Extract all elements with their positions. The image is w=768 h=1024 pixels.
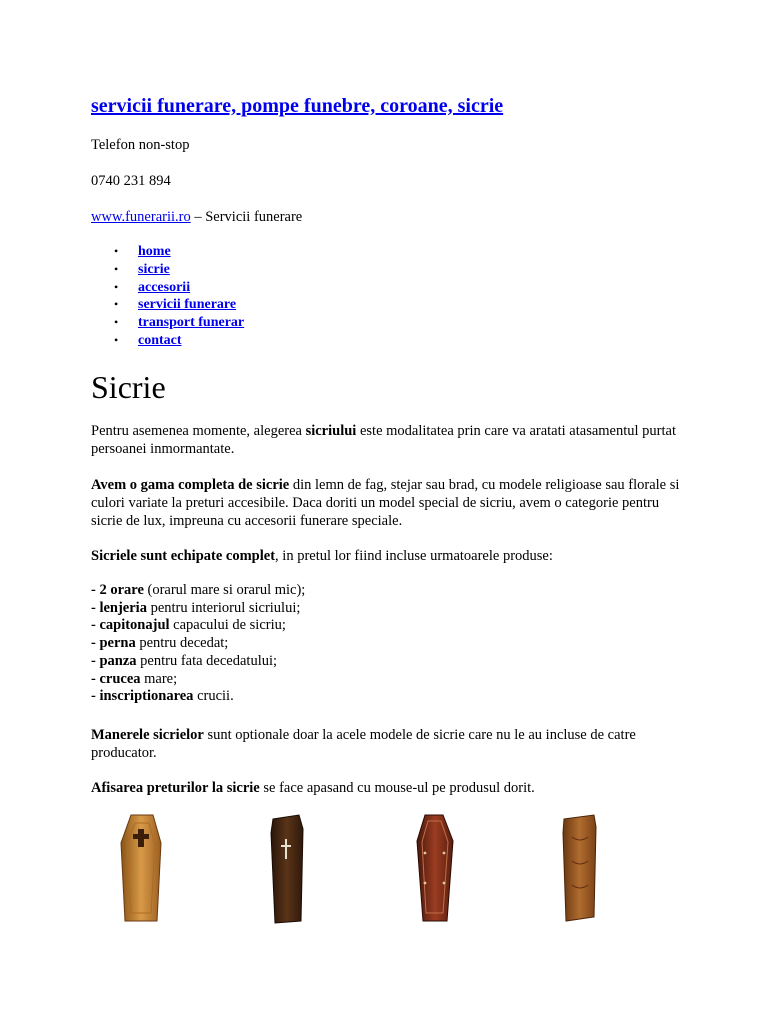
bullet-icon: • [114,297,119,312]
equipment-text: , in pretul lor fiind incluse urmatoarele produse: [275,548,553,564]
included-item [91,671,691,689]
included-item-text: pentru fata decedatului; [136,652,278,669]
included-item-bold: - capitonajul [91,617,170,634]
nav-menu [91,243,244,350]
nav-item-home [91,243,244,261]
site-title-link[interactable]: servicii funerare, pompe funebre, coroane, sicrie [91,95,504,117]
included-item-bold: - panza [91,652,137,669]
bullet-icon: • [114,244,119,258]
coffin-mahogany-image [413,813,457,925]
included-item [91,635,691,653]
range-bold: Avem o gama completa de sicrie [91,477,290,493]
prices-paragraph [91,779,691,797]
nav-link-accesorii[interactable]: accesorii [138,279,191,295]
included-item-text: crucii. [193,688,234,705]
page-heading: Sicrie [91,369,166,405]
nav-link-sicrie[interactable]: sicrie [138,261,170,277]
product-coffin-2[interactable] [267,813,307,925]
intro-text-start: Pentru asemenea momente, alegerea [91,423,306,439]
bullet-icon: • [114,315,119,330]
coffin-carved-brown-image [560,813,600,925]
included-item-text: capacului de sicriu; [169,617,286,634]
site-title [91,93,503,119]
included-item-text: pentru decedat; [135,635,229,652]
included-item [91,653,691,671]
prices-bold: Afisarea preturilor la sicrie [91,780,260,796]
equipment-paragraph [91,547,691,565]
product-coffin-4[interactable] [560,813,600,925]
intro-bold: sicriului [305,423,357,439]
nav-item-accesorii [91,279,244,297]
coffin-light-oak-image [117,813,165,925]
range-text: din lemn de fag, stejar sau brad, cu modele religioase sau florale si culori variate la preturi accesibile. Daca doriti un model special de sicriu, avem o categorie pentru sicrie de lux, impreuna cu accesorii funerare speciale. [91,477,680,529]
nav-link-transport-funerar[interactable]: transport funerar [138,315,245,331]
included-items-list [91,582,691,706]
phone-label: Telefon non-stop [91,137,190,153]
nav-item-contact [91,332,244,350]
site-line [91,208,302,226]
prices-text: se face apasand cu mouse-ul pe produsul dorit. [259,780,535,796]
included-item [91,617,691,635]
included-item-bold: - inscriptionarea [91,688,194,705]
nav-item-servicii-funerare [91,296,244,314]
included-item-text: (orarul mare si orarul mic); [143,582,306,598]
handles-bold: Manerele sicrielor [91,727,204,743]
range-paragraph [91,476,691,530]
product-coffin-1[interactable] [117,813,165,925]
site-url-suffix: – Servicii funerare [190,209,303,225]
nav-item-transport-funerar [91,314,244,332]
included-item [91,600,691,618]
coffin-dark-cross-image [267,813,307,925]
included-item-bold: - 2 orare [91,582,144,598]
product-coffin-3[interactable] [413,813,457,925]
nav-link-contact[interactable]: contact [138,332,182,348]
included-item-bold: - perna [91,635,136,652]
intro-paragraph [91,422,691,458]
included-item [91,582,691,600]
included-item-bold: - lenjeria [91,599,147,616]
site-url-link[interactable]: www.funerarii.ro [91,209,191,225]
nav-link-home[interactable]: home [138,244,171,259]
bullet-icon: • [114,332,119,347]
intro-text-end: este modalitatea prin care va aratati atasamentul purtat persoanei inmormantate. [91,423,676,457]
equipment-bold: Sicriele sunt echipate complet [91,548,276,564]
handles-text: sunt optionale doar la acele modele de sicrie care nu le au incluse de catre producator. [91,727,636,761]
bullet-icon: • [114,279,119,294]
included-item-text: mare; [140,670,178,687]
nav-link-servicii-funerare[interactable]: servicii funerare [138,297,237,313]
bullet-icon: • [114,261,119,276]
included-item [91,688,691,706]
handles-paragraph [91,726,691,762]
nav-item-sicrie [91,261,244,279]
included-item-text: pentru interiorul sicriului; [146,599,301,616]
included-item-bold: - crucea [91,670,141,687]
products-gallery [91,813,691,933]
phone-number: 0740 231 894 [91,173,171,189]
